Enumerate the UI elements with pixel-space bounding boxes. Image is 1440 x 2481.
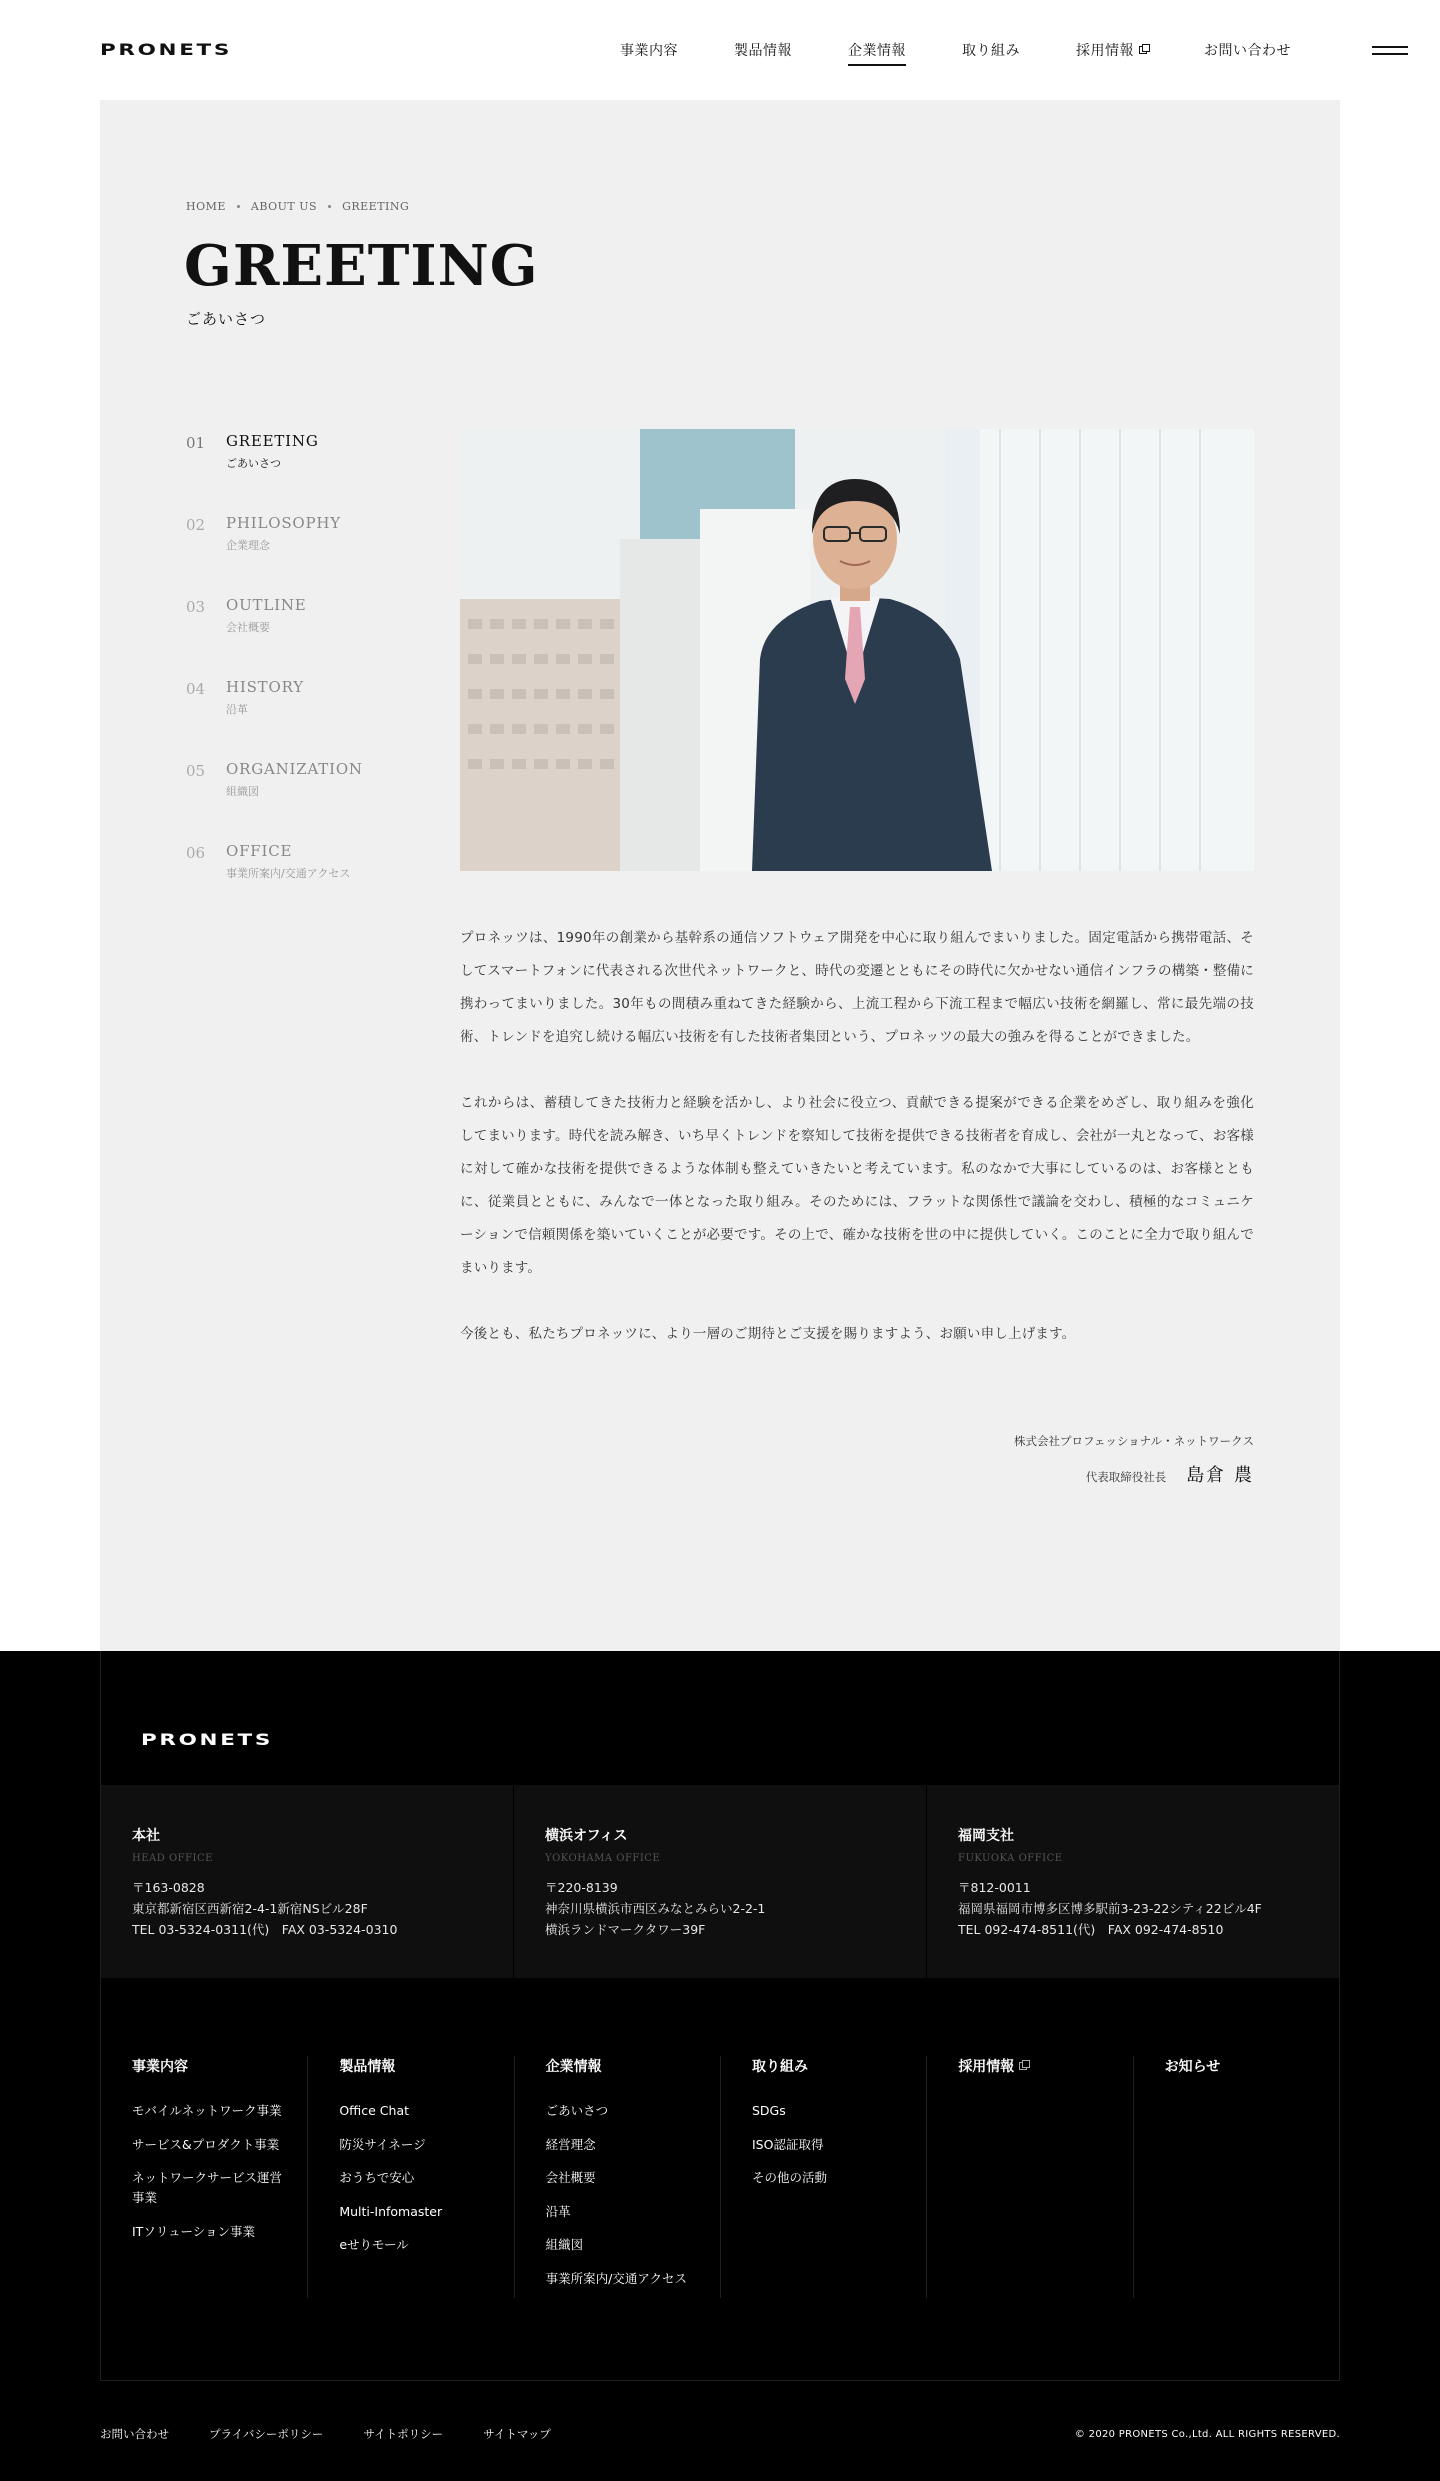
footer-bottom-link-privacy[interactable]: プライバシーポリシー <box>209 2427 324 2441</box>
footer-col-recruit <box>926 2056 1132 2298</box>
footer-link[interactable]: ネットワークサービス運営事業 <box>132 2170 283 2205</box>
side-nav-number: 05 <box>186 762 206 780</box>
office-fukuoka <box>927 1785 1339 1978</box>
side-nav-ja: ごあいさつ <box>226 457 281 470</box>
footer-col-title[interactable]: 取り組み <box>751 2059 808 2075</box>
nav-company[interactable] <box>848 36 906 64</box>
page-subtitle: ごあいさつ <box>186 310 267 328</box>
footer-link[interactable]: SDGs <box>751 2103 786 2118</box>
nav-initiatives[interactable] <box>962 36 1020 64</box>
side-nav-en: OUTLINE <box>226 596 307 614</box>
footer-links <box>101 2056 1339 2298</box>
side-nav-ja: 事業所案内/交通アクセス <box>226 867 351 880</box>
nav-label: 採用情報 <box>1076 43 1134 59</box>
nav-label: 製品情報 <box>734 43 792 59</box>
breadcrumb-current: GREETING <box>342 200 410 213</box>
signature-company: 株式会社プロフェッショナル・ネットワークス <box>1013 1434 1254 1448</box>
footer-link[interactable]: おうちで安心 <box>339 2170 415 2185</box>
external-link-icon <box>1139 44 1148 53</box>
side-nav-number: 03 <box>186 598 206 616</box>
office-postal: 〒812-0011 <box>958 1880 1031 1895</box>
footer-bottom-link-contact[interactable]: お問い合わせ <box>100 2427 169 2441</box>
side-nav-ja: 企業理念 <box>226 539 270 552</box>
side-nav-en: ORGANIZATION <box>226 760 363 778</box>
side-nav-en: OFFICE <box>226 842 293 860</box>
footer-link[interactable]: 経営理念 <box>545 2136 596 2152</box>
svg-text:PRONETS: PRONETS <box>100 41 232 57</box>
footer-link[interactable]: 沿革 <box>545 2203 571 2219</box>
breadcrumb <box>186 200 409 213</box>
footer-col-title[interactable]: お知らせ <box>1164 2059 1221 2075</box>
footer-col-products <box>307 2056 513 2298</box>
footer-recruit-link[interactable] <box>958 2056 1132 2076</box>
office-en: HEAD OFFICE <box>132 1853 213 1864</box>
footer-link[interactable]: 事業所案内/交通アクセス <box>545 2270 687 2286</box>
side-nav-ja: 会社概要 <box>226 621 270 634</box>
footer-col-business <box>101 2056 307 2298</box>
side-nav-en: PHILOSOPHY <box>226 514 342 532</box>
footer-link[interactable]: モバイルネットワーク事業 <box>132 2103 282 2118</box>
signature-position: 代表取締役社長 <box>1085 1470 1167 1484</box>
greeting-paragraph: これからは、蓄積してきた技術力と経験を活かし、より社会に役立つ、貢献できる提案ができる企業をめざし、取り組みを強化してまいります。時代を読み解き、いち早くトレンドを察知して技術を提供できる技術者を育成し、会社が一丸となって、お客様に対して確かな技術を提供できるような体制も整えていきたいと考えています。私のなかで大事にしているのは、お客様とともに、従業員とともに、みんなで一体となった取り組み。そのためには、フラットな関係性で議論を交わし、積極的なコミュニケーションで信頼関係を築いていくことが必要です。その上で、確かな技術を世の中に提供していく。このことに全力で取り組んでまいります。 <box>460 1095 1254 1276</box>
office-tel: TEL 03-5324-0311(代) FAX 03-5324-0310 <box>132 1922 398 1937</box>
office-head <box>101 1785 514 1978</box>
side-nav-greeting[interactable] <box>186 432 363 514</box>
side-nav <box>186 432 363 924</box>
breadcrumb-about[interactable]: ABOUT US <box>250 200 318 213</box>
footer-link[interactable]: ごあいさつ <box>545 2103 609 2118</box>
side-nav-number: 04 <box>186 680 206 698</box>
footer-col-initiatives <box>720 2056 926 2298</box>
footer-link[interactable]: 防災サイネージ <box>339 2136 426 2152</box>
pronets-logo[interactable] <box>141 1731 273 1747</box>
office-en: YOKOHAMA OFFICE <box>545 1853 661 1864</box>
nav-business[interactable] <box>620 36 678 64</box>
office-postal: 〒220-8139 <box>545 1880 618 1895</box>
side-nav-office[interactable] <box>186 842 363 924</box>
footer-link[interactable]: eせりモール <box>339 2237 409 2252</box>
footer-bottom-link-site-policy[interactable]: サイトポリシー <box>363 2427 444 2441</box>
office-name: 本社 <box>132 1828 160 1844</box>
nav-label: 事業内容 <box>620 43 678 59</box>
greeting-paragraph: 今後とも、私たちプロネッツに、より一層のご期待とご支援を賜りますよう、お願い申し上げます。 <box>460 1326 1076 1342</box>
greeting-paragraph: プロネッツは、1990年の創業から基幹系の通信ソフトウェア開発を中心に取り組んでまいりました。固定電話から携帯電話、そしてスマートフォンに代表される次世代ネットワークと、時代の変遷とともにその時代に欠かせない通信インフラの構築・整備に携わってまいりました。30年もの間積み重ねてきた経験から、上流工程から下流工程まで幅広い技術を網羅し、常に最先端の技術、トレンドを追究し続ける幅広い技術を有した技術者集団という、プロネッツの最大の強みを得ることができました。 <box>460 930 1254 1045</box>
side-nav-organization[interactable] <box>186 760 363 842</box>
breadcrumb-separator-icon <box>328 205 331 208</box>
main-content <box>100 100 1340 1651</box>
side-nav-number: 01 <box>186 434 206 452</box>
footer-col-company <box>514 2056 720 2298</box>
footer-col-news <box>1133 2056 1339 2298</box>
office-address: 神奈川県横浜市西区みなとみらい2-2-1 <box>545 1901 766 1916</box>
signature-name: 島倉 農 <box>1186 1465 1254 1486</box>
footer-col-title[interactable]: 企業情報 <box>545 2059 602 2075</box>
president-photo <box>460 429 1254 871</box>
side-nav-ja: 沿革 <box>226 703 248 716</box>
side-nav-outline[interactable] <box>186 596 363 678</box>
side-nav-history[interactable] <box>186 678 363 760</box>
office-yokohama <box>514 1785 927 1978</box>
global-nav <box>620 36 1291 64</box>
footer-link[interactable]: Multi-Infomaster <box>339 2203 443 2219</box>
svg-text:PRONETS: PRONETS <box>141 1731 273 1747</box>
site-footer <box>0 1651 1440 2481</box>
signature <box>1014 1433 1254 1487</box>
footer-link[interactable]: その他の活動 <box>751 2170 827 2185</box>
side-nav-philosophy[interactable] <box>186 514 363 596</box>
footer-bottom-link-sitemap[interactable]: サイトマップ <box>483 2427 551 2441</box>
office-tel: TEL 092-474-8511(代) FAX 092-474-8510 <box>958 1922 1224 1937</box>
site-header <box>0 0 1440 100</box>
page-title: GREETING <box>184 233 539 299</box>
nav-contact[interactable] <box>1204 36 1291 64</box>
footer-link[interactable]: Office Chat <box>339 2103 409 2118</box>
pronets-logo[interactable] <box>100 41 232 57</box>
footer-col-title[interactable]: 製品情報 <box>339 2059 396 2075</box>
copyright: © 2020 PRONETS Co.,Ltd. ALL RIGHTS RESERVED. <box>1074 2428 1340 2440</box>
side-nav-en: HISTORY <box>226 678 304 696</box>
footer-col-title[interactable]: 事業内容 <box>132 2059 188 2075</box>
side-nav-number: 02 <box>186 516 206 534</box>
office-postal: 〒163-0828 <box>132 1880 205 1895</box>
nav-products[interactable] <box>734 36 792 64</box>
nav-label: 企業情報 <box>848 43 906 59</box>
side-nav-en: GREETING <box>226 432 319 450</box>
footer-link[interactable]: サービス&プロダクト事業 <box>132 2136 280 2152</box>
footer-link[interactable]: 組織図 <box>545 2237 584 2252</box>
footer-link[interactable]: 会社概要 <box>545 2170 596 2185</box>
footer-frame <box>100 1651 1340 2381</box>
office-name: 福岡支社 <box>958 1828 1014 1844</box>
hamburger-menu-icon[interactable] <box>1372 44 1408 56</box>
nav-label: お問い合わせ <box>1204 43 1291 59</box>
office-building: 横浜ランドマークタワー39F <box>545 1922 706 1937</box>
office-address: 福岡県福岡市博多区博多駅前3-23-22シティ22ビル4F <box>958 1901 1262 1916</box>
office-name: 横浜オフィス <box>545 1828 628 1844</box>
breadcrumb-home[interactable]: HOME <box>186 200 226 213</box>
footer-bottom-bar <box>100 2426 1340 2442</box>
footer-link[interactable]: ISO認証取得 <box>751 2136 824 2152</box>
footer-link[interactable]: ITソリューション事業 <box>132 2223 255 2239</box>
external-link-icon <box>1019 2060 1028 2069</box>
side-nav-number: 06 <box>186 844 206 862</box>
side-nav-ja: 組織図 <box>226 785 259 798</box>
footer-col-title: 採用情報 <box>958 2059 1015 2075</box>
office-list <box>101 1785 1339 1978</box>
nav-label: 取り組み <box>962 43 1020 59</box>
greeting-body <box>460 922 1254 1384</box>
office-address: 東京都新宿区西新宿2-4-1新宿NSビル28F <box>132 1901 368 1916</box>
office-en: FUKUOKA OFFICE <box>958 1853 1063 1864</box>
nav-recruit[interactable] <box>1076 36 1148 64</box>
breadcrumb-separator-icon <box>237 205 240 208</box>
